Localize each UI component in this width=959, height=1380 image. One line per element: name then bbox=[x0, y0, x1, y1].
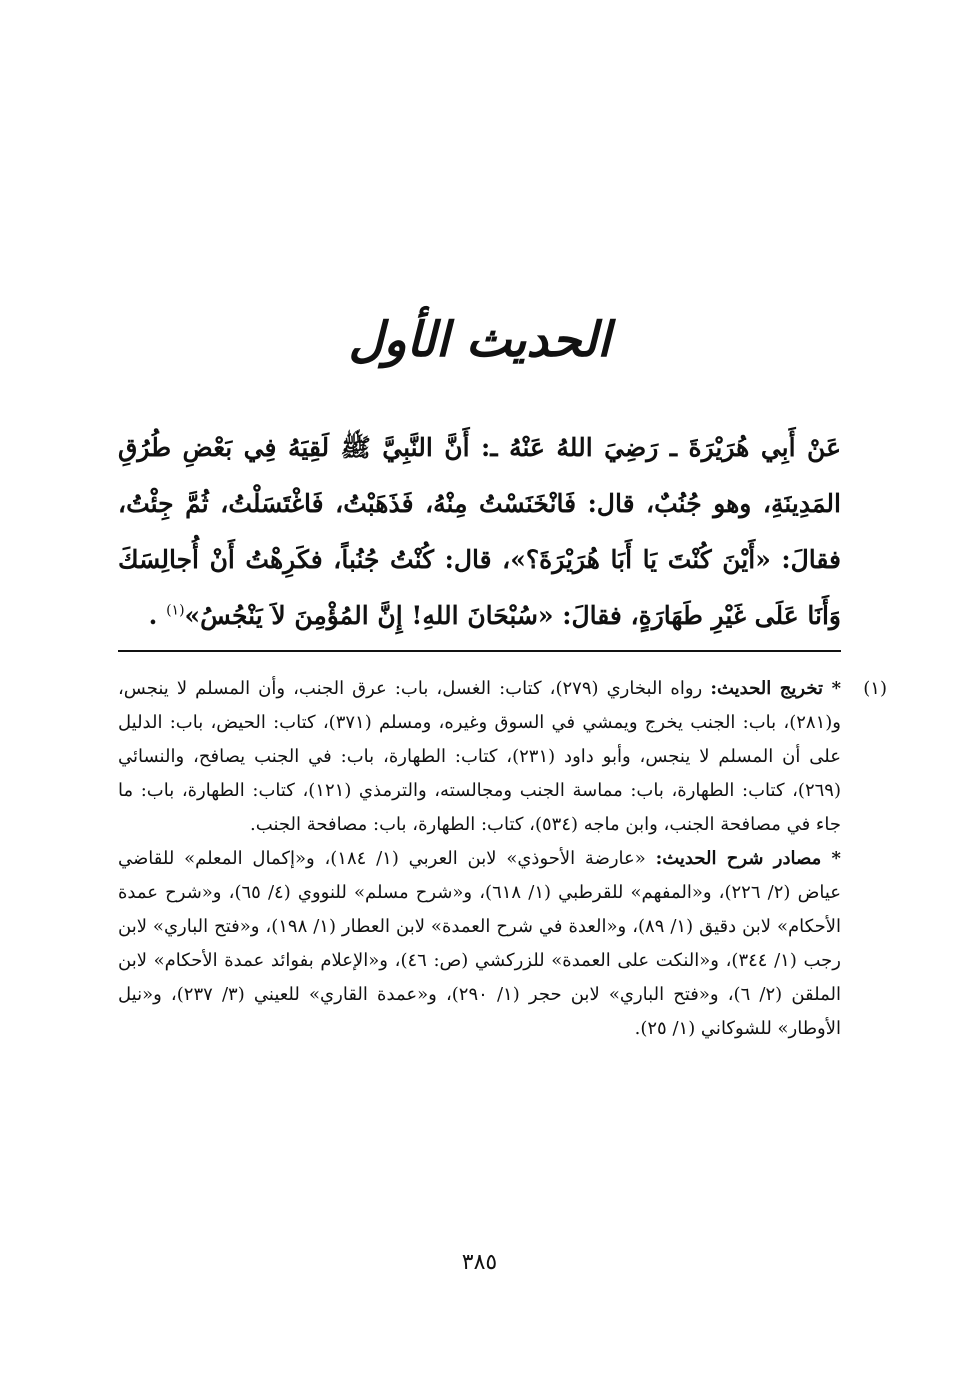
sources-text: «عارضة الأحوذي» لابن العربي (١/ ١٨٤)، و«إكمال المعلم» للقاضي عياض (٢/ ٢٢٦)، و«المفهم» للقرطبي (١/ ٦١٨)، و«شرح مسلم» للنووي (٤/ ٦٥)، و«شرح عمدة الأحكام» لابن دقيق (١/ ٨٩)، و«العدة في شرح العمدة» لابن العطار (١/ ١٩٨)، و«فتح الباري» لابن رجب (١/ ٣٤٤)، و«النكت على العمدة» للزركشي (ص: ٤٦)، و«الإعلام بفوائد عمدة الأحكام» لابن الملقن (٢/ ٦)، و«فتح الباري» لابن حجر (١/ ٢٩٠)، و«عمدة القاري» للعيني (٣/ ٢٣٧)، و«نيل الأوطار» للشوكاني (١/ ٢٥). bbox=[118, 848, 842, 1039]
footnote-reference: (١) bbox=[166, 602, 185, 619]
takhrij-label: * تخريج الحديث: bbox=[710, 678, 841, 699]
takhrij-text: رواه البخاري (٢٧٩)، كتاب: الغسل، باب: عرق الجنب، وأن المسلم لا ينجس، و(٢٨١)، باب: الجنب يخرج ويمشي في السوق وغيره، ومسلم (٣٧١)، كتاب: الحيض، باب: الدليل على أن المسلم لا ينجس، وأبو داود (٢٣١)، كتاب: الطهارة، باب: في الجنب يصافح، والنسائي (٢٦٩)، كتاب: الطهارة، باب: مماسة الجنب ومجالسته، والترمذي (١٢١)، كتاب: الطهارة، باب: ما جاء في مصافحة الجنب، وابن ماجه (٥٣٤)، كتاب: الطهارة، باب: مصافحة الجنب. bbox=[118, 678, 841, 835]
page-number: ٣٨٥ bbox=[461, 1250, 498, 1275]
sources-label: * مصادر شرح الحديث: bbox=[655, 848, 841, 869]
sources-paragraph bbox=[118, 842, 841, 1046]
hadith-end-mark: . bbox=[148, 601, 158, 630]
hadith-body: عَنْ أَبِي هُرَيْرَةَ ـ رَضِيَ اللهُ عَنْهُ ـ: أَنَّ النَّبِيَّ ﷺ لَقِيَهُ فِي بَعْضِ طُرُقِ المَدِينَةِ، وهو جُنُبٌ، قال: فَانْخَنَسْتُ مِنْهُ، فَذَهَبْتُ، فَاغْتَسَلْتُ، ثُمَّ جِئْتُ، فقالَ: «أَيْنَ كُنْتَ يَا أَبَا هُرَيْرَةَ؟»، قال: كُنْتُ جُنُباً، فكَرِهْتُ أَنْ أُجالِسَكَ وَأَنَا عَلَى غَيْرِ طَهَارَةٍ، فقالَ: «سُبْحَانَ اللهِ! إِنَّ المُؤْمِنَ لاَ يَنْجُسُ» bbox=[118, 433, 841, 630]
footnotes bbox=[118, 672, 887, 1046]
hadith-text bbox=[118, 420, 841, 644]
footnote-divider bbox=[118, 650, 841, 652]
chapter-title: الحديث الأول bbox=[348, 312, 611, 368]
takhrij-paragraph bbox=[118, 672, 841, 842]
footnote-marker: (١) bbox=[863, 678, 887, 699]
